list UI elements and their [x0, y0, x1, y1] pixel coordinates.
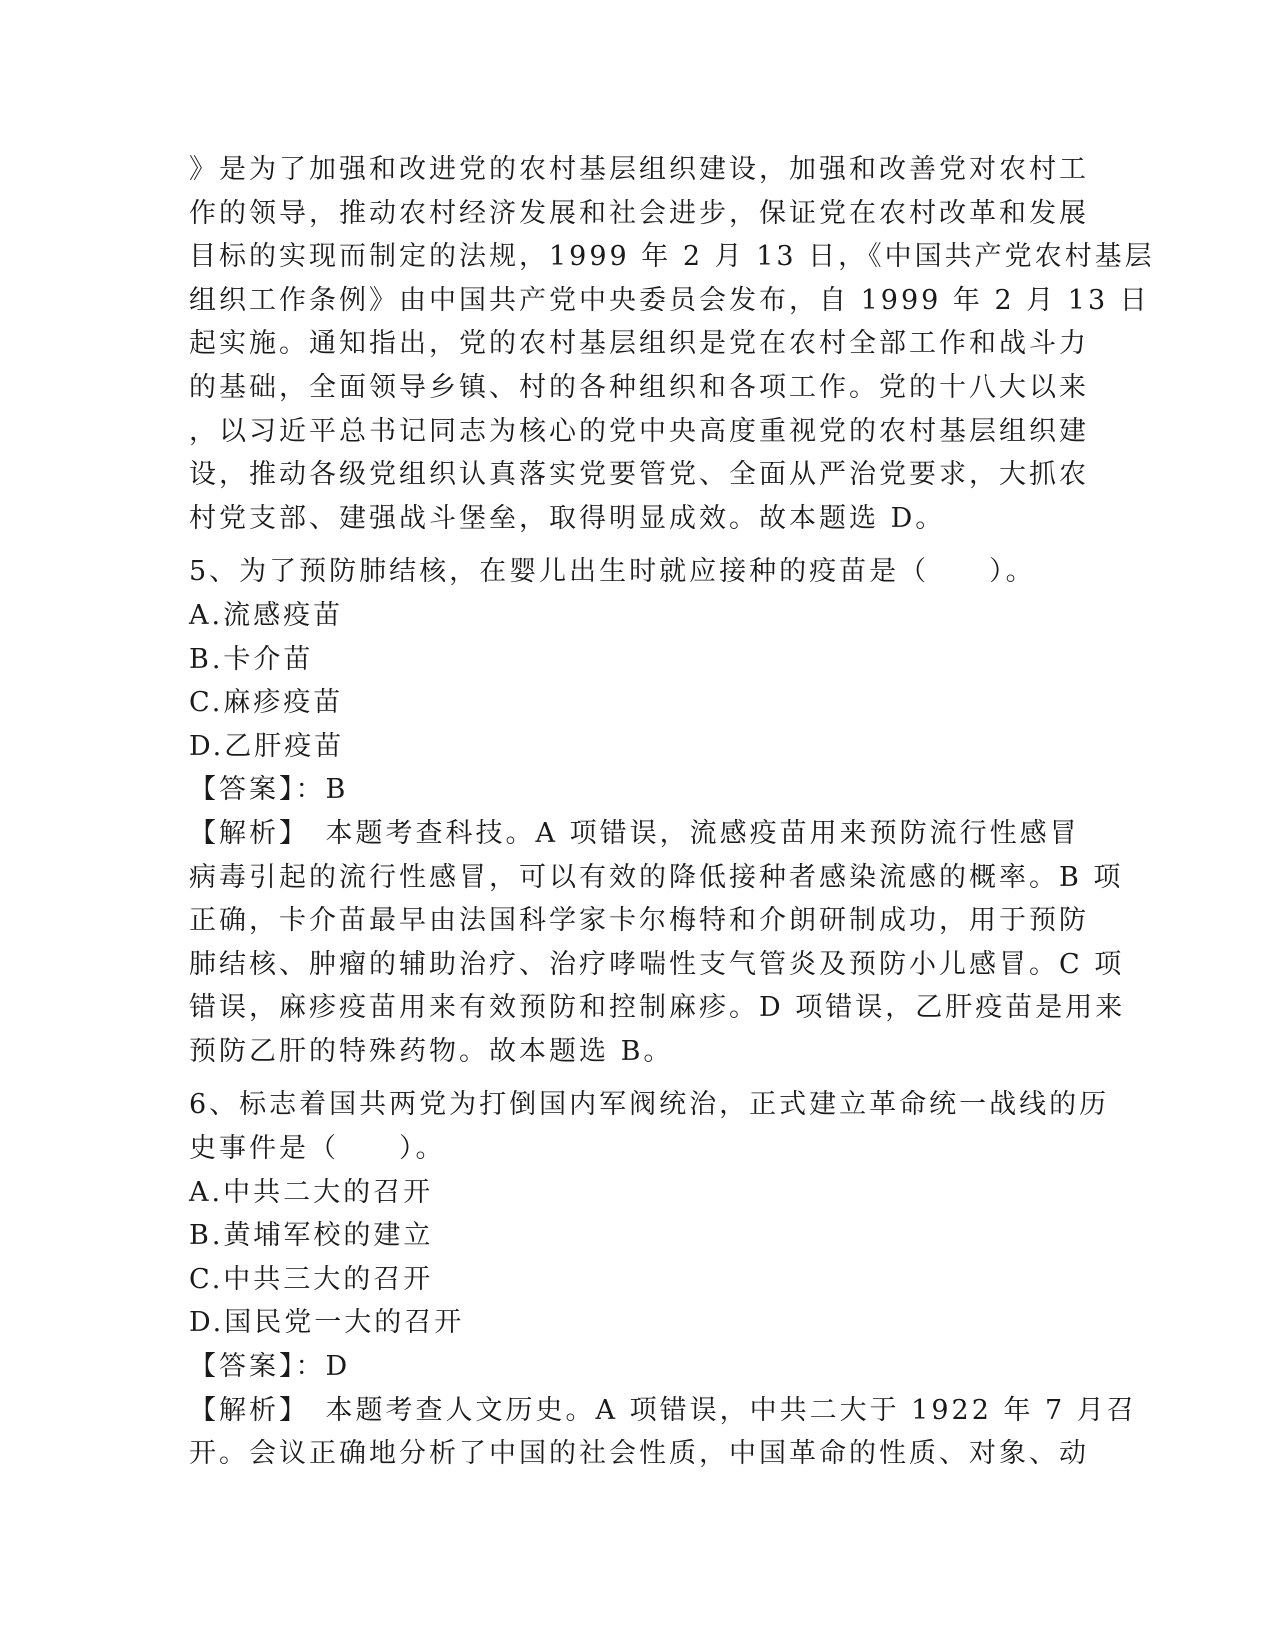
- option-c: C.中共三大的召开: [189, 1263, 434, 1295]
- analysis-line: 》是为了加强和改进党的农村基层组织建设，加强和改善党对农村工: [189, 154, 1089, 185]
- analysis-line: 正确，卡介苗最早由法国科学家卡尔梅特和介朗研制成功，用于预防: [189, 905, 1089, 937]
- option-b: B.卡介苗: [189, 643, 314, 675]
- analysis-line: 预防乙肝的特殊药物。故本题选 B。: [189, 1035, 674, 1067]
- option-d: D.乙肝疫苗: [189, 730, 345, 762]
- analysis-line: 【解析】 本题考查人文历史。A 项错误，中共二大于 1922 年 7 月召: [189, 1394, 1137, 1426]
- answer-line: 【答案】：D: [189, 1351, 351, 1383]
- question-6: [189, 1083, 1137, 1475]
- analysis-line: ，以习近平总书记同志为核心的党中央高度重视党的农村基层组织建: [189, 415, 1089, 447]
- question-stem: 5、为了预防肺结核，在婴儿出生时就应接种的疫苗是（ ）。: [189, 556, 1036, 588]
- analysis-line: 组织工作条例》由中国共产党中央委员会发布，自 1999 年 2 月 13 日: [189, 284, 1150, 316]
- analysis-line: 目标的实现而制定的法规，1999 年 2 月 13 日，《中国共产党农村基层: [189, 241, 1155, 273]
- analysis-line: 作的领导，推动农村经济发展和社会进步，保证党在农村改革和发展: [189, 197, 1089, 229]
- analysis-line: 【解析】 本题考查科技。A 项错误，流感疫苗用来预防流行性感冒: [189, 817, 1080, 849]
- option-c: C.麻疹疫苗: [189, 687, 344, 719]
- analysis-line: 的基础，全面领导乡镇、村的各种组织和各项工作。党的十八大以来: [189, 371, 1089, 403]
- analysis-line: 村党支部、建强战斗堡垒，取得明显成效。故本题选 D。: [189, 502, 946, 534]
- question-5: [189, 550, 1126, 1073]
- option-d: D.国民党一大的召开: [189, 1307, 465, 1339]
- option-a: A.中共二大的召开: [189, 1176, 434, 1208]
- analysis-continuation: [189, 148, 1155, 540]
- analysis-line: 肺结核、肿瘤的辅助治疗、治疗哮喘性支气管炎及预防小儿感冒。C 项: [189, 948, 1125, 980]
- question-stem: 史事件是（ ）。: [189, 1133, 446, 1165]
- question-stem: 6、标志着国共两党为打倒国内军阀统治，正式建立革命统一战线的历: [189, 1089, 1110, 1121]
- answer-line: 【答案】：B: [189, 774, 349, 806]
- analysis-line: 起实施。通知指出，党的农村基层组织是党在农村全部工作和战斗力: [189, 328, 1089, 360]
- analysis-line: 错误，麻疹疫苗用来有效预防和控制麻疹。D 项错误，乙肝疫苗是用来: [189, 992, 1126, 1024]
- option-a: A.流感疫苗: [189, 599, 344, 631]
- analysis-line: 设，推动各级党组织认真落实党要管党、全面从严治党要求，大抓农: [189, 459, 1089, 491]
- analysis-line: 开。会议正确地分析了中国的社会性质，中国革命的性质、对象、动: [189, 1438, 1089, 1470]
- document-page: [189, 148, 1155, 1476]
- option-b: B.黄埔军校的建立: [189, 1220, 434, 1252]
- analysis-line: 病毒引起的流行性感冒，可以有效的降低接种者感染流感的概率。B 项: [189, 861, 1124, 893]
